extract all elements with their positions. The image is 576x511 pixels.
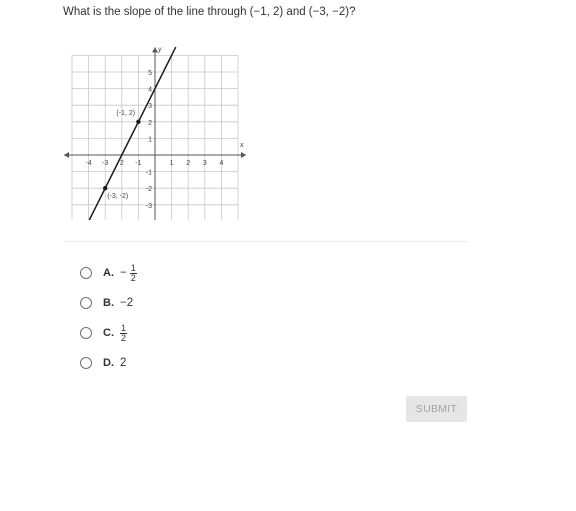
divider bbox=[64, 241, 468, 242]
choice-b[interactable] bbox=[80, 288, 137, 318]
x-axis-arrow-icon bbox=[241, 152, 246, 158]
data-point bbox=[103, 186, 107, 190]
radio-button[interactable] bbox=[80, 267, 92, 279]
choice-d[interactable] bbox=[80, 348, 137, 378]
x-tick-label: -4 bbox=[85, 160, 92, 167]
choice-value bbox=[120, 264, 137, 283]
x-tick-label: 1 bbox=[169, 160, 174, 167]
y-tick-label: 2 bbox=[148, 119, 152, 127]
y-tick-label: 3 bbox=[148, 103, 152, 111]
y-tick-label: 5 bbox=[148, 70, 152, 77]
y-axis-label: y bbox=[158, 46, 162, 54]
x-tick-label: -3 bbox=[102, 160, 109, 167]
choice-letter: B. bbox=[103, 297, 114, 309]
fraction-numerator: 1 bbox=[130, 262, 136, 273]
choice-letter: D. bbox=[103, 357, 114, 369]
radio-button[interactable] bbox=[80, 357, 92, 369]
x-axis-arrow-icon bbox=[64, 152, 69, 158]
fraction-numerator: 1 bbox=[121, 322, 127, 333]
point-label: (-3, -2) bbox=[107, 193, 129, 201]
radio-button[interactable] bbox=[80, 297, 92, 309]
plotted-line bbox=[84, 47, 175, 220]
minus-sign: − bbox=[120, 267, 127, 279]
radio-button[interactable] bbox=[80, 327, 92, 339]
choice-c[interactable] bbox=[80, 318, 137, 348]
fraction bbox=[130, 264, 137, 283]
submit-button[interactable]: SUBMIT bbox=[406, 396, 467, 422]
fraction-denominator: 2 bbox=[130, 272, 136, 283]
choice-value: 2 bbox=[120, 357, 127, 369]
y-tick-label: 4 bbox=[148, 86, 152, 94]
y-tick-label: -1 bbox=[145, 169, 152, 177]
x-tick-label: -1 bbox=[135, 160, 142, 167]
y-tick-label: -2 bbox=[145, 186, 152, 194]
choice-value: −2 bbox=[120, 297, 134, 309]
data-point bbox=[136, 120, 140, 124]
x-tick-label: 2 bbox=[186, 160, 191, 167]
x-axis-label: x bbox=[240, 142, 244, 149]
y-tick-label: -3 bbox=[145, 202, 152, 210]
fraction-denominator: 2 bbox=[121, 332, 127, 343]
y-tick-label: 1 bbox=[148, 136, 152, 144]
choice-letter: C. bbox=[103, 327, 114, 339]
coordinate-graph bbox=[60, 38, 250, 220]
choice-letter: A. bbox=[103, 267, 114, 279]
x-tick-label: 4 bbox=[219, 160, 224, 167]
question-text: What is the slope of the line through (−1, 2) and (−3, −2)? bbox=[63, 6, 356, 18]
fraction bbox=[120, 324, 127, 343]
point-label: (-1, 2) bbox=[116, 109, 136, 117]
x-tick-label: 3 bbox=[202, 160, 207, 167]
x-tick-label: 2 bbox=[119, 160, 124, 167]
answer-choices bbox=[80, 258, 137, 378]
choice-value bbox=[120, 324, 127, 343]
choice-a[interactable] bbox=[80, 258, 137, 288]
